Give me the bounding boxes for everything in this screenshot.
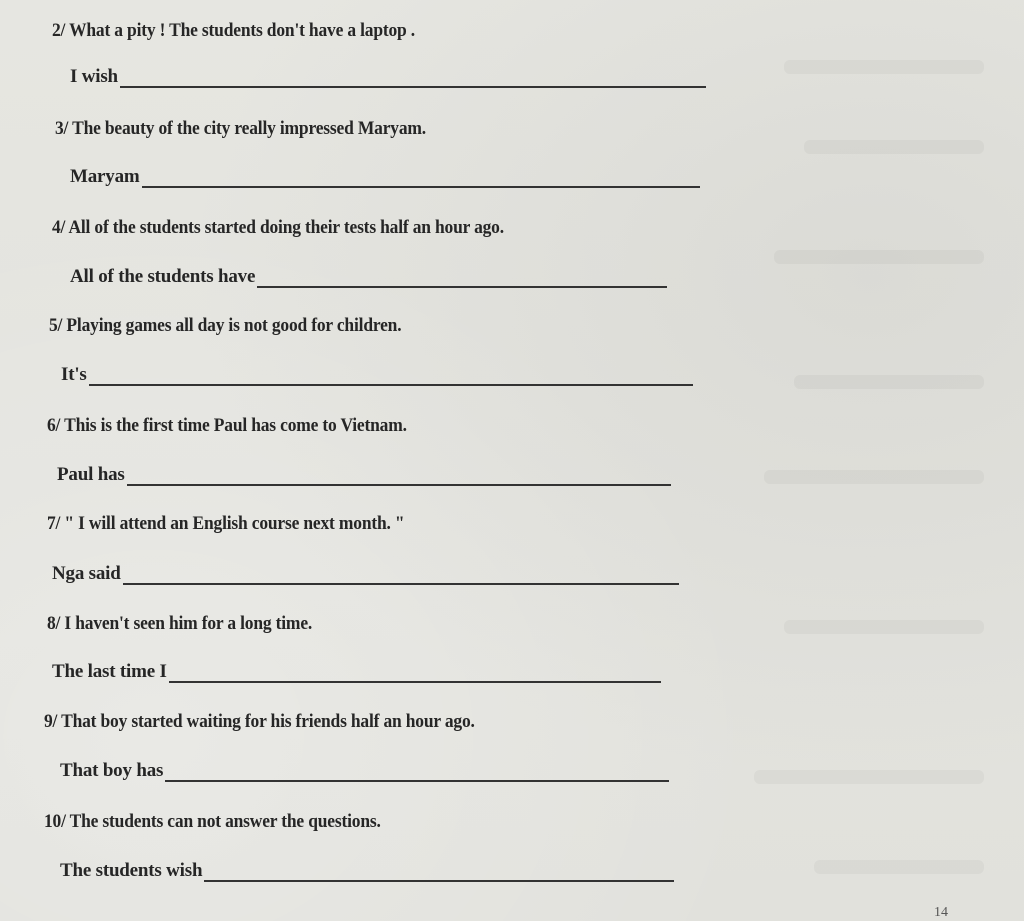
answer-prompt-7: Nga said [52,563,121,584]
answer-line-9 [60,760,669,782]
answer-prompt-3: Maryam [70,166,140,187]
answer-line-2 [70,66,706,88]
answer-line-10 [60,860,674,882]
bleed-through-mark [784,620,984,634]
answer-blank-8[interactable] [169,667,661,683]
answer-blank-2[interactable] [120,72,706,88]
answer-blank-3[interactable] [142,172,700,188]
answer-line-5 [61,364,693,386]
answer-blank-9[interactable] [165,766,669,782]
question-3: 3/ The beauty of the city really impressed Maryam. [55,118,426,139]
question-9: 9/ That boy started waiting for his friends half an hour ago. [44,711,475,732]
bleed-through-mark [784,60,984,74]
page-number: 14 [934,905,948,920]
answer-prompt-5: It's [61,364,87,385]
question-10: 10/ The students can not answer the questions. [44,811,381,832]
answer-blank-4[interactable] [257,272,667,288]
answer-line-6 [57,464,671,486]
bleed-through-mark [814,860,984,874]
answer-line-7 [52,563,679,585]
answer-prompt-9: That boy has [60,760,164,781]
answer-prompt-10: The students wish [60,860,203,881]
answer-blank-6[interactable] [127,470,671,486]
answer-blank-10[interactable] [204,866,674,882]
bleed-through-mark [804,140,984,154]
question-7: 7/ " I will attend an English course next month. " [47,513,405,534]
question-8: 8/ I haven't seen him for a long time. [47,613,313,634]
answer-line-3 [70,166,700,188]
answer-blank-7[interactable] [123,569,679,585]
bleed-through-mark [774,250,984,264]
answer-prompt-2: I wish [70,66,118,87]
answer-prompt-4: All of the students have [70,266,256,287]
answer-line-4 [70,266,667,288]
answer-line-8 [52,661,661,683]
question-2: 2/ What a pity ! The students don't have a laptop . [52,20,415,41]
question-4: 4/ All of the students started doing their tests half an hour ago. [52,217,504,238]
question-6: 6/ This is the first time Paul has come to Vietnam. [47,415,407,436]
bleed-through-mark [754,770,984,784]
bleed-through-mark [794,375,984,389]
answer-blank-5[interactable] [89,370,693,386]
question-5: 5/ Playing games all day is not good for children. [49,315,402,336]
answer-prompt-6: Paul has [57,464,125,485]
bleed-through-mark [764,470,984,484]
answer-prompt-8: The last time I [52,661,167,682]
